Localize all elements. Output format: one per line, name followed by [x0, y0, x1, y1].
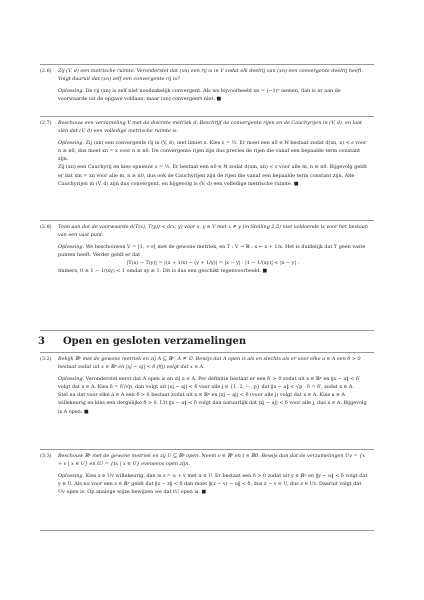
solution-text: Zij (xn) een convergente rij in (V, d), met limiet x. Kies ε = ½. Er moet een n0 ∈ ℕ bestaat zodat d(xn, x) < ε voor n ≥ n0, dus moet xn = x voor n ≥ n0. De convergente rijen zijn dus precies de rijen die vanaf een bepaalde term constant zijn.	[58, 139, 367, 163]
section-number: 3	[38, 336, 45, 347]
exercise-number: (3.2)	[40, 356, 52, 362]
exercise-number: (2.8)	[40, 224, 52, 230]
display-formula: |T(x) − T(y)| = |(x + 1/x) − (y + 1/y)| = |x − y| · |1 − 1/(xy)| < |x − y| .	[126, 260, 300, 267]
solution-text: We beschouwen V = [1, +∞[ met de gewone metriek, en T : V → ℝ : x ↦ x + 1/x. Het is duidelijk dat T geen vaste punten heeft. Verder geldt er dat	[58, 243, 366, 258]
solution-text: Stel nu dat voor elke a ∈ A een δ > 0 bestaat zodat uit x ∈ ℝᵖ en |xj − aj| < δ (voor alle j) volgt dat x ∈ A. Kies a ∈ A willekeurig en kies een dergelijke δ > 0. Uit ‖x − a‖ < δ volgt dan natuurlijk dat |xj − aj| < δ voor alle j, dus x ∈ A. Bijgevolg is A open. ■	[58, 392, 367, 415]
exercise-statement: Beschouw een verzameling V met de discrete metriek d. Beschrijf de convergente rijen en de Cauchyrijen in (V, d), en laat zien dat (V, d) een volledige metrische ruimte is.	[58, 120, 362, 135]
exercise-divider	[40, 530, 374, 531]
section-heading	[38, 336, 246, 347]
exercise-3-3	[40, 452, 368, 496]
exercise-divider	[40, 352, 374, 353]
exercise-divider	[40, 220, 374, 221]
solution-text: Zij (xn) een Cauchyrij en kies opnieuw ε = ½. Er bestaat een n0 ∈ ℕ zodat d(xm, xn) < ε voor alle m, n ≥ n0. Bijgevolg geldt er dat xm = xn voor alle m, n ≥ n0, dus ook de Cauchyrijen zijn de rijen die vanaf een bepaalde term constant zijn. Alle Cauchyrijen in (V, d) zijn dus convergent, en bijgevolg is (V, d) een volledige metrische ruimte. ■	[58, 164, 367, 188]
exercise-2-8	[40, 223, 368, 276]
exercise-divider	[40, 64, 374, 65]
exercise-divider	[40, 330, 374, 331]
exercise-statement: Zij (V, d) een metrische ruimte. Veronderstel dat (xn) een rij is in V zodat elk deelrij van (xn) een convergente deelrij heeft. Volgt daaruit dat (xn) zelf een convergente rij is?	[58, 68, 364, 83]
solution-text: Kies z ∈ Uv willekeurig, dan is z = u + v met u ∈ U. Er bestaat een δ > 0 zodat uit y ∈ ℝᵖ en ‖y − u‖ < δ volgt dat y ∈ U. Als nu voor een z ∈ ℝᵖ geldt dat ‖z − z‖ < δ dan moet ‖(z − v) − u‖ < δ, dus z − v ∈ U, dus z ∈ Uv. Daaruit volgt dat Uv open is. Op analoge wijze bewijzen we dat tU open is. ■	[58, 472, 368, 496]
solution-label: Oplossing.	[58, 243, 85, 250]
exercise-statement: Bekijk ℝᵖ met de gewone metriek en zij A ⊆ ℝᵖ, A ≠ ∅. Bewijs dat A open is als en slechts als er voor elke a ∈ A een δ > 0 bestaat zodat uit x ∈ ℝᵖ en |xj − aj| < δ (∀j) volgt dat x ∈ A.	[58, 356, 361, 371]
exercise-number: (2.6)	[40, 68, 52, 74]
exercise-number: (2.7)	[40, 120, 52, 126]
exercise-2-6	[40, 67, 368, 103]
exercise-2-7	[40, 119, 368, 188]
exercise-statement: Beschouw ℝᵖ met de gewone metriek en zij U ⊆ ℝᵖ open. Neem v ∈ ℝᵖ en t ∈ ℝ0. Bewijs dan dat de verzamelingen Uv = {x + v | x ∈ U} en tU = {tx | x ∈ U} eveneens open zijn.	[58, 453, 366, 468]
exercise-3-2	[40, 355, 368, 416]
solution-label: Oplossing.	[58, 87, 85, 94]
section-title: Open en gesloten verzamelingen	[62, 336, 247, 347]
exercise-number: (3.3)	[40, 453, 52, 459]
exercise-divider	[40, 116, 374, 117]
solution-label: Oplossing.	[58, 375, 85, 382]
solution-text: De rij (xn) is zelf niet noodzakelijk convergent. Als we bijvoorbeeld xn = (−1)ⁿ nemen, dan is er aan de voorwaarde uit de opgave voldaan, maar (xn) convergeert niet. ■	[58, 87, 341, 102]
exercise-statement: Toon aan dat de voorwaarde d(T(x), T(y)) < d(x, y) voor x, y ∈ V met x ≠ y (in Stelling 2.5) niet voldoende is voor het bestaan van een vast punt.	[58, 224, 368, 239]
solution-text: Veronderstel eerst dat A open is en zij a ∈ A. Per definitie bestaat er een δ′ > 0 zodat uit x ∈ ℝᵖ en ‖x − a‖ < δ′ volgt dat x ∈ A. Kies δ = δ′/√p, dan volgt uit |xj − aj| < δ voor alle j ∈ {1, 2, ⋯, p} dat ‖x − a‖ < √p · δ = δ′, zodat x ∈ A.	[58, 375, 361, 390]
solution-text: Immers, 0 ≤ 1 − 1/(xy) < 1 omdat xy ≥ 1. Dit is dus een geschikt tegenvoorbeeld. ■	[58, 268, 268, 275]
solution-label: Oplossing.	[58, 139, 85, 146]
solution-label: Oplossing.	[58, 472, 85, 479]
exercise-divider	[40, 449, 374, 450]
